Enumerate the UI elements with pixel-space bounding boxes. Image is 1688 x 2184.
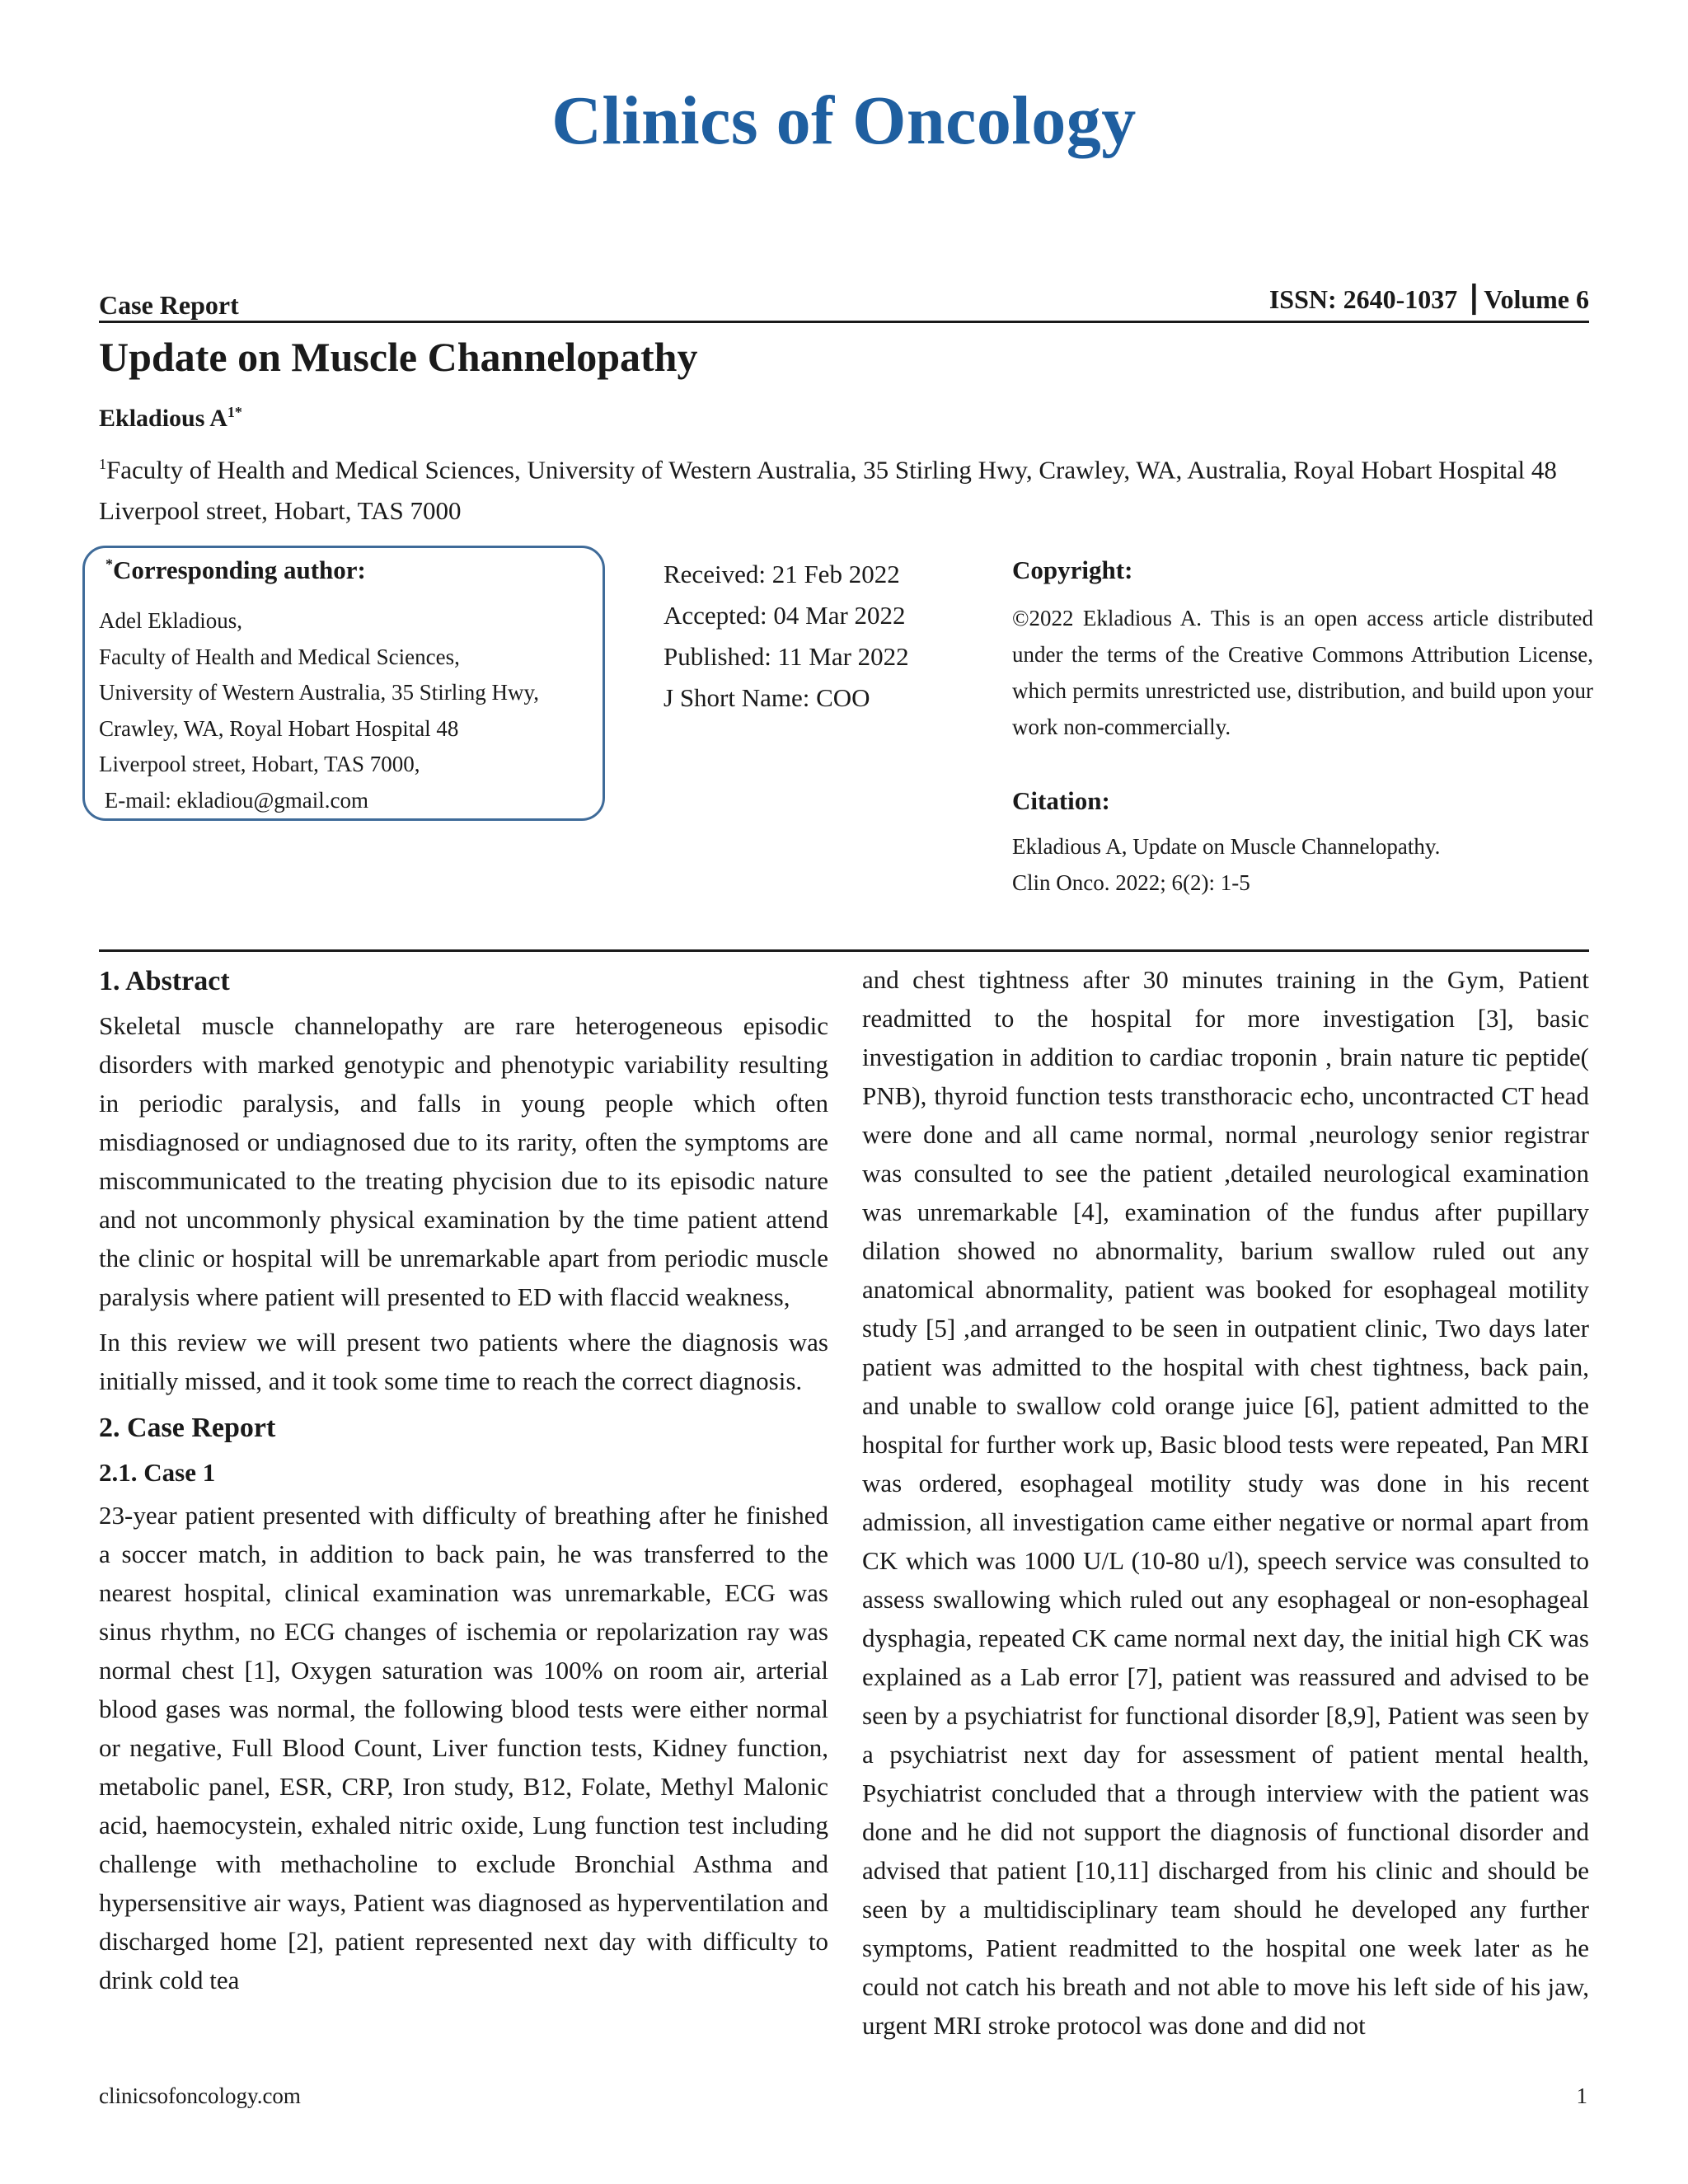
journal-short-name: J Short Name: COO [663,683,870,712]
journal-title: Clinics of Oncology [551,82,1137,159]
corresponding-author-details [99,603,610,819]
case-report-heading: 2. Case Report [99,1413,276,1443]
corr-line: Adel Ekladious, [99,608,242,633]
article-dates [663,554,909,719]
affiliation [99,443,1589,532]
received-date: Received: 21 Feb 2022 [663,560,900,588]
corresponding-author-asterisk: * [106,555,113,573]
abstract-paragraph-1: Skeletal muscle channelopathy are rare heterogeneous episodic disorders with marked genotypic and phenotypic variability resulting in periodic paralysis, and falls in young people which often misdiagnosed or undiagnosed due to its rarity, often the symptoms are miscommunicated to the treating phycision due to its episodic nature and not uncommonly physical examination by the time patient attend the clinic or hospital will be unremarkable apart from periodic muscle paralysis where patient will presented to ED with flaccid weakness, [99,1011,828,1311]
abstract-heading: 1. Abstract [99,966,230,996]
issn-volume: ISSN: 2640-1037 ⎪Volume 6 [1268,284,1589,314]
citation-heading: Citation: [1012,786,1110,815]
page-number: 1 [1576,2083,1587,2108]
affiliation-text: Faculty of Health and Medical Sciences, University of Western Australia, 35 Stirling Hwy, Crawley, WA, Australia, Royal Hobart Hospital 48 Liverpool street, Hobart, TAS 7000 [99,455,1557,526]
citation-line-1: Ekladious A, Update on Muscle Channelopathy. [1012,834,1441,859]
citation-text [1012,828,1593,901]
copyright-text: ©2022 Ekladious A. This is an open access article distributed under the terms of the Creative Commons Attribution License, which permits unrestricted use, distribution, and build upon your work non-commercially. [1012,606,1593,739]
published-date: Published: 11 Mar 2022 [663,642,909,671]
corr-line: Crawley, WA, Royal Hobart Hospital 48 [99,715,459,741]
corr-line: University of Western Australia, 35 Stirling Hwy, [99,680,540,705]
header-divider [99,321,1589,323]
case-1-heading: 2.1. Case 1 [99,1458,216,1487]
article-type: Case Report [99,290,239,320]
copyright-heading: Copyright: [1012,555,1133,584]
corr-email: E-mail: ekladiou@gmail.com [99,787,369,813]
corr-line: Faculty of Health and Medical Sciences, [99,644,460,669]
abstract-paragraph-2: In this review we will present two patients where the diagnosis was initially missed, and it took some time to reach the correct diagnosis. [99,1328,828,1395]
case-1-paragraph: 23-year patient presented with difficulty of breathing after he finished a soccer match, in addition to back pain, he was transferred to the nearest hospital, clinical examination was unremarkable, ECG was sinus rhythm, no ECG changes of ischemia or repolarization ray was normal chest [1], Oxygen saturation was 100% on room air, arterial blood gases was normal, the following blood tests were either normal or negative, Full Blood Count, Liver function tests, Kidney function, metabolic panel, ESR, CRP, Iron study, B12, Folate, Methyl Malonic acid, haemocystein, exhaled nitric oxide, Lung function test including challenge with methacholine to exclude Bronchial Asthma and hypersensitive air ways, Patient was diagnosed as hyperventilation and discharged home [2], patient represented next day with difficulty to drink cold tea [99,1501,828,1994]
author-superscript: 1* [227,404,242,420]
corresponding-author-label: Corresponding author: [113,555,366,584]
affiliation-superscript: 1 [99,456,106,472]
right-column [862,960,1589,2045]
author-line [99,404,242,433]
citation-line-2: Clin Onco. 2022; 6(2): 1-5 [1012,870,1250,895]
corresponding-author-heading [106,555,366,585]
section-divider [99,949,1589,952]
author-name: Ekladious A [99,405,227,432]
article-title: Update on Muscle Channelopathy [99,334,698,380]
footer-website: clinicsofoncology.com [99,2083,301,2108]
accepted-date: Accepted: 04 Mar 2022 [663,601,906,630]
corr-line: Liverpool street, Hobart, TAS 7000, [99,752,420,777]
case-1-continued-paragraph: and chest tightness after 30 minutes training in the Gym, Patient readmitted to the hospital for more investigation [3], basic investigation in addition to cardiac troponin , brain nature tic peptide( PNB), thyroid function tests transthoracic echo, uncontracted CT head were done and all came normal, normal ,neurology senior registrar was consulted to see the patient ,detailed neurological examination was unremarkable [4], examination of the fundus after pupillary dilation showed no abnormality, barium swallow ruled out any anatomical abnormality, patient was booked for esophageal motility study [5] ,and arranged to be seen in outpatient clinic, Two days later patient was admitted to the hospital with chest tightness, back pain, and unable to swallow cold orange juice [6], patient admitted to the hospital for further work up, Basic blood tests were repeated, Pan MRI was ordered, esophageal motility study was done in his recent admission, all investigation came either negative or normal apart from CK which was 1000 U/L (10-80 u/l), speech service was consulted to assess swallowing which ruled out any esophageal or non-esophageal dysphagia, repeated CK came normal next day, the initial high CK was explained as a Lab error [7], patient was reassured and advised to be seen by a psychiatrist for functional disorder [8,9], Patient was seen by a psychiatrist next day for assessment of patient mental health, Psychiatrist concluded that a through interview with the patient was done and he did not support the diagnosis of functional disorder and advised that patient [10,11] discharged from his clinic and should be seen by a multidisciplinary team should he developed any further symptoms, Patient readmitted to the hospital one week later as he could not catch his breath and not able to move his left side of his jaw, urgent MRI stroke protocol was done and did not [862,965,1589,2040]
left-column [99,960,828,2006]
